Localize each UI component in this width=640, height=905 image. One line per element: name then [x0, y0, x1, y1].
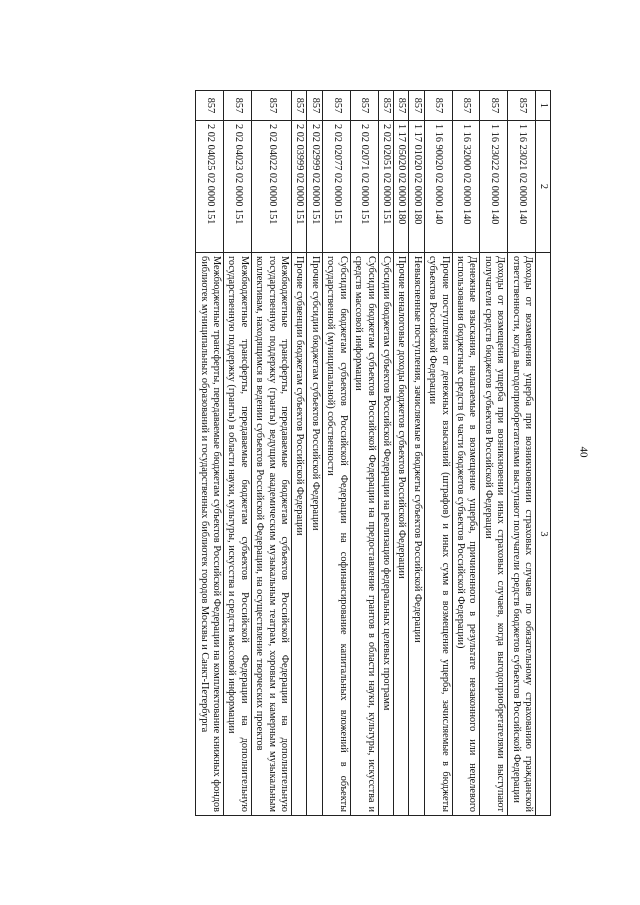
table-row: [292, 91, 307, 816]
admin-code-cell: 857: [292, 91, 307, 121]
revenue-code-cell: 2 02 04022 02 0000 151: [251, 121, 291, 253]
revenue-code-cell: 2 02 04023 02 0000 151: [224, 121, 252, 253]
revenue-code-cell: 1 16 23021 02 0000 140: [508, 121, 536, 253]
admin-code-cell: 857: [424, 91, 452, 121]
revenue-code-cell: 2 02 02999 02 0000 151: [307, 121, 322, 253]
admin-code-cell: 857: [378, 91, 393, 121]
table-row: [224, 91, 252, 816]
document-sheet: [21, 90, 551, 815]
page-number: 40: [577, 446, 590, 458]
admin-code-cell: 857: [196, 91, 224, 121]
admin-code-cell: 857: [508, 91, 536, 121]
table-row: [409, 91, 424, 816]
table-row: [480, 91, 508, 816]
revenue-code-cell: 1 16 23022 02 0000 140: [480, 121, 508, 253]
description-cell: Невыясненные поступления, зачисляемые в бюджеты субъектов Российской Федерации: [409, 253, 424, 816]
revenue-code-cell: 2 02 02077 02 0000 151: [322, 121, 350, 253]
revenue-code-cell: 2 02 02051 02 0000 151: [378, 121, 393, 253]
table-row: [452, 91, 480, 816]
revenue-code-cell: 1 17 01020 02 0000 180: [409, 121, 424, 253]
revenue-code-cell: 1 16 90020 02 0000 140: [424, 121, 452, 253]
description-cell: Субсидии бюджетам субъектов Российской Федерации на софинансирование капитальных вложений в объекты государственной (муниципальной) собственности: [322, 253, 350, 816]
table-body: [196, 91, 536, 816]
admin-code-cell: 857: [224, 91, 252, 121]
admin-code-cell: 857: [452, 91, 480, 121]
table-row: [508, 91, 536, 816]
table-row: [393, 91, 408, 816]
description-cell: Межбюджетные трансферты, передаваемые бюджетам субъектов Российской Федерации на дополнительную государственную поддержку (гранты) ведущим академическим музыкальным театрам, хоровым и камерным музыкальным коллективам, находящимся в ведении субъектов Российской Федерации, на осуществление творческих проектов: [251, 253, 291, 816]
admin-code-cell: 857: [409, 91, 424, 121]
admin-code-cell: 857: [307, 91, 322, 121]
table-row: [322, 91, 350, 816]
description-cell: Прочие неналоговые доходы бюджетов субъектов Российской Федерации: [393, 253, 408, 816]
table-row: [251, 91, 291, 816]
description-cell: Прочие субвенции бюджетам субъектов Российской Федерации: [292, 253, 307, 816]
revenue-code-cell: 1 17 05020 02 0000 180: [393, 121, 408, 253]
revenue-code-table: [195, 90, 551, 816]
revenue-code-cell: 2 02 02071 02 0000 151: [350, 121, 378, 253]
description-cell: Прочие субсидии бюджетам субъектов Российской Федерации: [307, 253, 322, 816]
table-row: [424, 91, 452, 816]
description-cell: Прочие поступления от денежных взысканий (штрафов) и иных сумм в возмещение ущерба, зачисляемые в бюджеты субъектов Российской Федерации: [424, 253, 452, 816]
revenue-code-cell: 2 02 04025 02 0000 151: [196, 121, 224, 253]
admin-code-cell: 857: [251, 91, 291, 121]
admin-code-cell: 857: [322, 91, 350, 121]
description-cell: Доходы от возмещения ущерба при возникновении иных страховых случаев, когда выгодоприобретателями выступают получатели средств бюджетов субъектов Российской Федерации: [480, 253, 508, 816]
description-cell: Доходы от возмещения ущерба при возникновении страховых случаев по обязательному страхованию гражданской ответственности, когда выгодоприобретателями выступают получатели средств бюджетов субъектов Российской Федерации: [508, 253, 536, 816]
description-cell: Субсидии бюджетам субъектов Российской Федерации на предоставление грантов в области науки, культуры, искусства и средств массовой информации: [350, 253, 378, 816]
admin-code-cell: 857: [480, 91, 508, 121]
admin-code-cell: 857: [350, 91, 378, 121]
table-row: [196, 91, 224, 816]
revenue-code-cell: 1 16 32000 02 0000 140: [452, 121, 480, 253]
revenue-code-cell: 2 02 03999 02 0000 151: [292, 121, 307, 253]
header-col-3: 3: [536, 253, 551, 816]
table-row: [307, 91, 322, 816]
table-header-row: [536, 91, 551, 816]
header-col-1: 1: [536, 91, 551, 121]
description-cell: Денежные взыскания, налагаемые в возмещение ущерба, причиненного в результате незаконного или нецелевого использования бюджетных средств (в части бюджетов субъектов Российской Федерации): [452, 253, 480, 816]
admin-code-cell: 857: [393, 91, 408, 121]
table-row: [350, 91, 378, 816]
description-cell: Межбюджетные трансферты, передаваемые бюджетам субъектов Российской Федерации на дополнительную государственную поддержку (гранты) в области науки, культуры, искусства и средств массовой информации: [224, 253, 252, 816]
description-cell: Субсидии бюджетам субъектов Российской Федерации на реализацию федеральных целевых программ: [378, 253, 393, 816]
description-cell: Межбюджетные трансферты, передаваемые бюджетам субъектов Российской Федерации на комплектование книжных фондов библиотек муниципальных образований и государственных библиотек городов Москвы и Санкт-Петербурга: [196, 253, 224, 816]
header-col-2: 2: [536, 121, 551, 253]
table-row: [378, 91, 393, 816]
